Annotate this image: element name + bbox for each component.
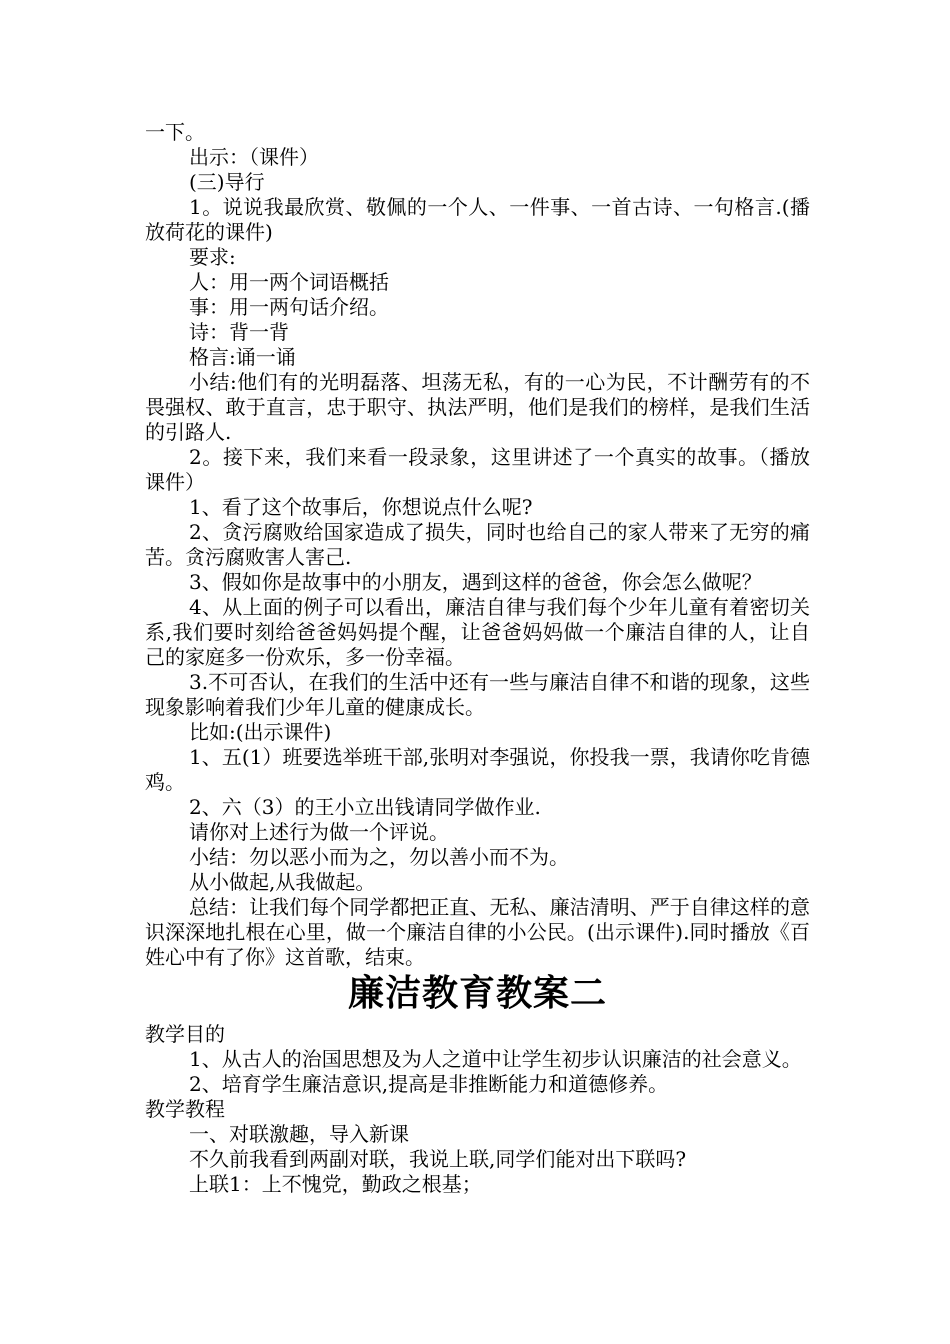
paragraph: 3、假如你是故事中的小朋友，遇到这样的爸爸，你会怎么做呢？	[189, 570, 762, 594]
paragraph: 一下。	[145, 120, 205, 144]
paragraph: 教学目的	[145, 1022, 225, 1046]
paragraph: 出示：（课件）	[189, 145, 319, 169]
paragraph: 2、培育学生廉洁意识,提高是非推断能力和道德修养。	[189, 1072, 669, 1096]
document-body	[145, 120, 810, 1197]
paragraph: 3.不可否认，在我们的生活中还有一些与廉洁自律不和谐的现象，这些现象影响着我们少年儿童的健康成长。	[145, 670, 810, 719]
paragraph: 事：用一两句话介绍。	[189, 295, 389, 319]
paragraph: 4、从上面的例子可以看出，廉洁自律与我们每个少年儿童有着密切关系,我们要时刻给爸爸妈妈提个醒，让爸爸妈妈做一个廉洁自律的人，让自己的家庭多一份欢乐，多一份幸福。	[145, 595, 810, 669]
paragraph: 从小做起,从我做起。	[189, 870, 376, 894]
paragraph: 要求:	[189, 245, 236, 269]
paragraph: 格言:诵一诵	[189, 345, 296, 369]
paragraph: 一、对联激趣，导入新课	[189, 1122, 409, 1146]
paragraph: 1、看了这个故事后，你想说点什么呢?	[189, 495, 533, 519]
paragraph: 教学教程	[145, 1097, 225, 1121]
paragraph: 请你对上述行为做一个评说。	[189, 820, 449, 844]
paragraph: 1、从古人的治国思想及为人之道中让学生初步认识廉洁的社会意义。	[189, 1047, 802, 1071]
paragraph: 诗：背一背	[189, 320, 289, 344]
paragraph: 2。接下来，我们来看一段录象，这里讲述了一个真实的故事。（播放课件）	[145, 445, 810, 494]
paragraph: 上联1：上不愧党，勤政之根基；	[189, 1172, 482, 1196]
paragraph: 1、五(1）班要选举班干部,张明对李强说，你投我一票，我请你吃肯德鸡。	[145, 745, 810, 794]
paragraph: 小结：勿以恶小而为之，勿以善小而不为。	[189, 845, 569, 869]
paragraph: 1。说说我最欣赏、敬佩的一个人、一件事、一首古诗、一句格言.(播放荷花的课件)	[145, 195, 810, 244]
paragraph: 2、贪污腐败给国家造成了损失，同时也给自己的家人带来了无穷的痛苦。贪污腐败害人害己.	[145, 520, 810, 569]
paragraph: 小结:他们有的光明磊落、坦荡无私，有的一心为民，不计酬劳有的不畏强权、敢于直言，忠于职守、执法严明，他们是我们的榜样，是我们生活的引路人.	[145, 370, 810, 444]
paragraph: (三)导行	[189, 170, 265, 194]
lesson-two	[145, 1022, 810, 1197]
paragraph: 2、六（3）的王小立出钱请同学做作业.	[189, 795, 541, 819]
paragraph: 比如:(出示课件)	[189, 720, 332, 744]
paragraph: 不久前我看到两副对联，我说上联,同学们能对出下联吗?	[189, 1147, 687, 1171]
paragraph: 总结：让我们每个同学都把正直、无私、廉洁清明、严于自律这样的意识深深地扎根在心里，做一个廉洁自律的小公民。(出示课件).同时播放《百姓心中有了你》这首歌，结束。	[145, 895, 810, 969]
section-title: 廉洁教育教案二	[347, 973, 607, 1014]
paragraph: 人：用一两个词语概括	[189, 270, 389, 294]
lesson-one-continued	[145, 120, 810, 970]
